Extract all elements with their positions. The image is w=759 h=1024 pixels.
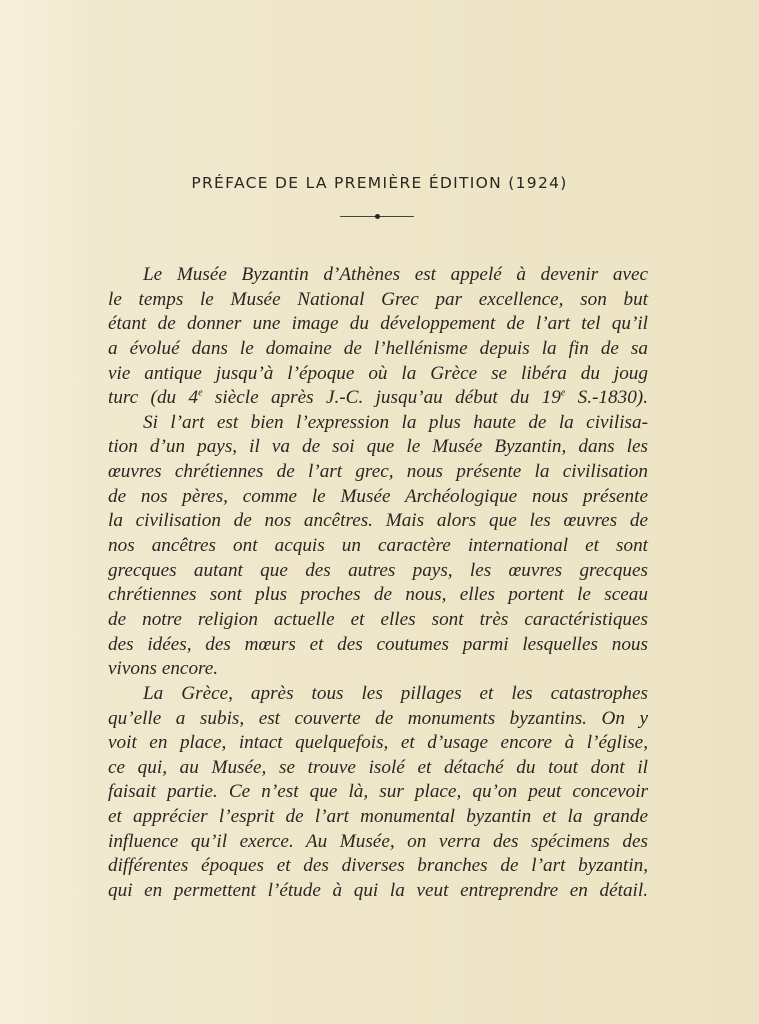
text-line: ce qui, au Musée, se trouve isolé et détaché du tout dont il bbox=[108, 756, 648, 778]
text-line bbox=[108, 386, 648, 411]
text-line: a évolué dans le domaine de l’hellénisme depuis la fin de sa bbox=[108, 337, 648, 359]
text-line: vie antique jusqu’à l’époque où la Grèce se libéra du joug bbox=[108, 362, 648, 384]
text-line: différentes époques et des diverses branches de l’art byzantin, bbox=[108, 855, 648, 877]
text-line: voit en place, intact quelquefois, et d’usage encore à l’église, bbox=[108, 732, 648, 754]
text-segment: siècle après J.-C. jusqu’au début du 19 bbox=[202, 387, 561, 409]
text-line: Le Musée Byzantin d’Athènes est appelé à devenir avec bbox=[143, 264, 648, 285]
text-line: de nos pères, comme le Musée Archéologique nous présente bbox=[108, 485, 648, 507]
preface-text bbox=[108, 263, 648, 904]
text-line: qui en permettent l’étude à qui la veut entreprendre en détail. bbox=[108, 880, 648, 902]
text-line: La Grèce, après tous les pillages et les catastrophes bbox=[143, 682, 648, 704]
text-line: influence qu’il exerce. Au Musée, on verra des spécimens des bbox=[108, 830, 648, 852]
text-line: de notre religion actuelle et elles sont très caractéristiques bbox=[108, 608, 648, 630]
text-line: la civilisation de nos ancêtres. Mais alors que les œuvres de bbox=[108, 510, 648, 532]
page-title: PRÉFACE DE LA PREMIÈRE ÉDITION (1924) bbox=[191, 174, 568, 192]
superscript: e bbox=[198, 387, 203, 399]
text-line: œuvres chrétiennes de l’art grec, nous présente la civilisation bbox=[108, 461, 648, 483]
text-line: Si l’art est bien l’expression la plus haute de la civilisa- bbox=[143, 411, 648, 433]
text-line: tion d’un pays, il va de soi que le Musée Byzantin, dans les bbox=[108, 436, 648, 458]
text-line: des idées, des mœurs et des coutumes parmi lesquelles nous bbox=[108, 633, 648, 655]
text-line: grecques autant que des autres pays, les œuvres grecques bbox=[108, 559, 648, 581]
text-line: chrétiennes sont plus proches de nous, elles portent le sceau bbox=[108, 584, 648, 606]
text-line: vivons encore. bbox=[108, 658, 219, 680]
text-line: faisait partie. Ce n’est que là, sur place, qu’on peut concevoir bbox=[108, 781, 648, 803]
text-line: et apprécier l’esprit de l’art monumental byzantin et la grande bbox=[108, 806, 648, 828]
text-line: le temps le Musée National Grec par excellence, son but bbox=[108, 288, 648, 310]
text-line: étant de donner une image du développement de l’art tel qu’il bbox=[108, 313, 648, 335]
text-line: nos ancêtres ont acquis un caractère international et sont bbox=[108, 535, 648, 557]
text-line: qu’elle a subis, est couverte de monuments byzantins. On y bbox=[108, 707, 648, 729]
superscript: e bbox=[560, 387, 566, 399]
text-segment: S.-1830). bbox=[565, 387, 648, 409]
text-segment: turc (du 4 bbox=[108, 387, 199, 409]
divider-ornament bbox=[375, 214, 380, 219]
